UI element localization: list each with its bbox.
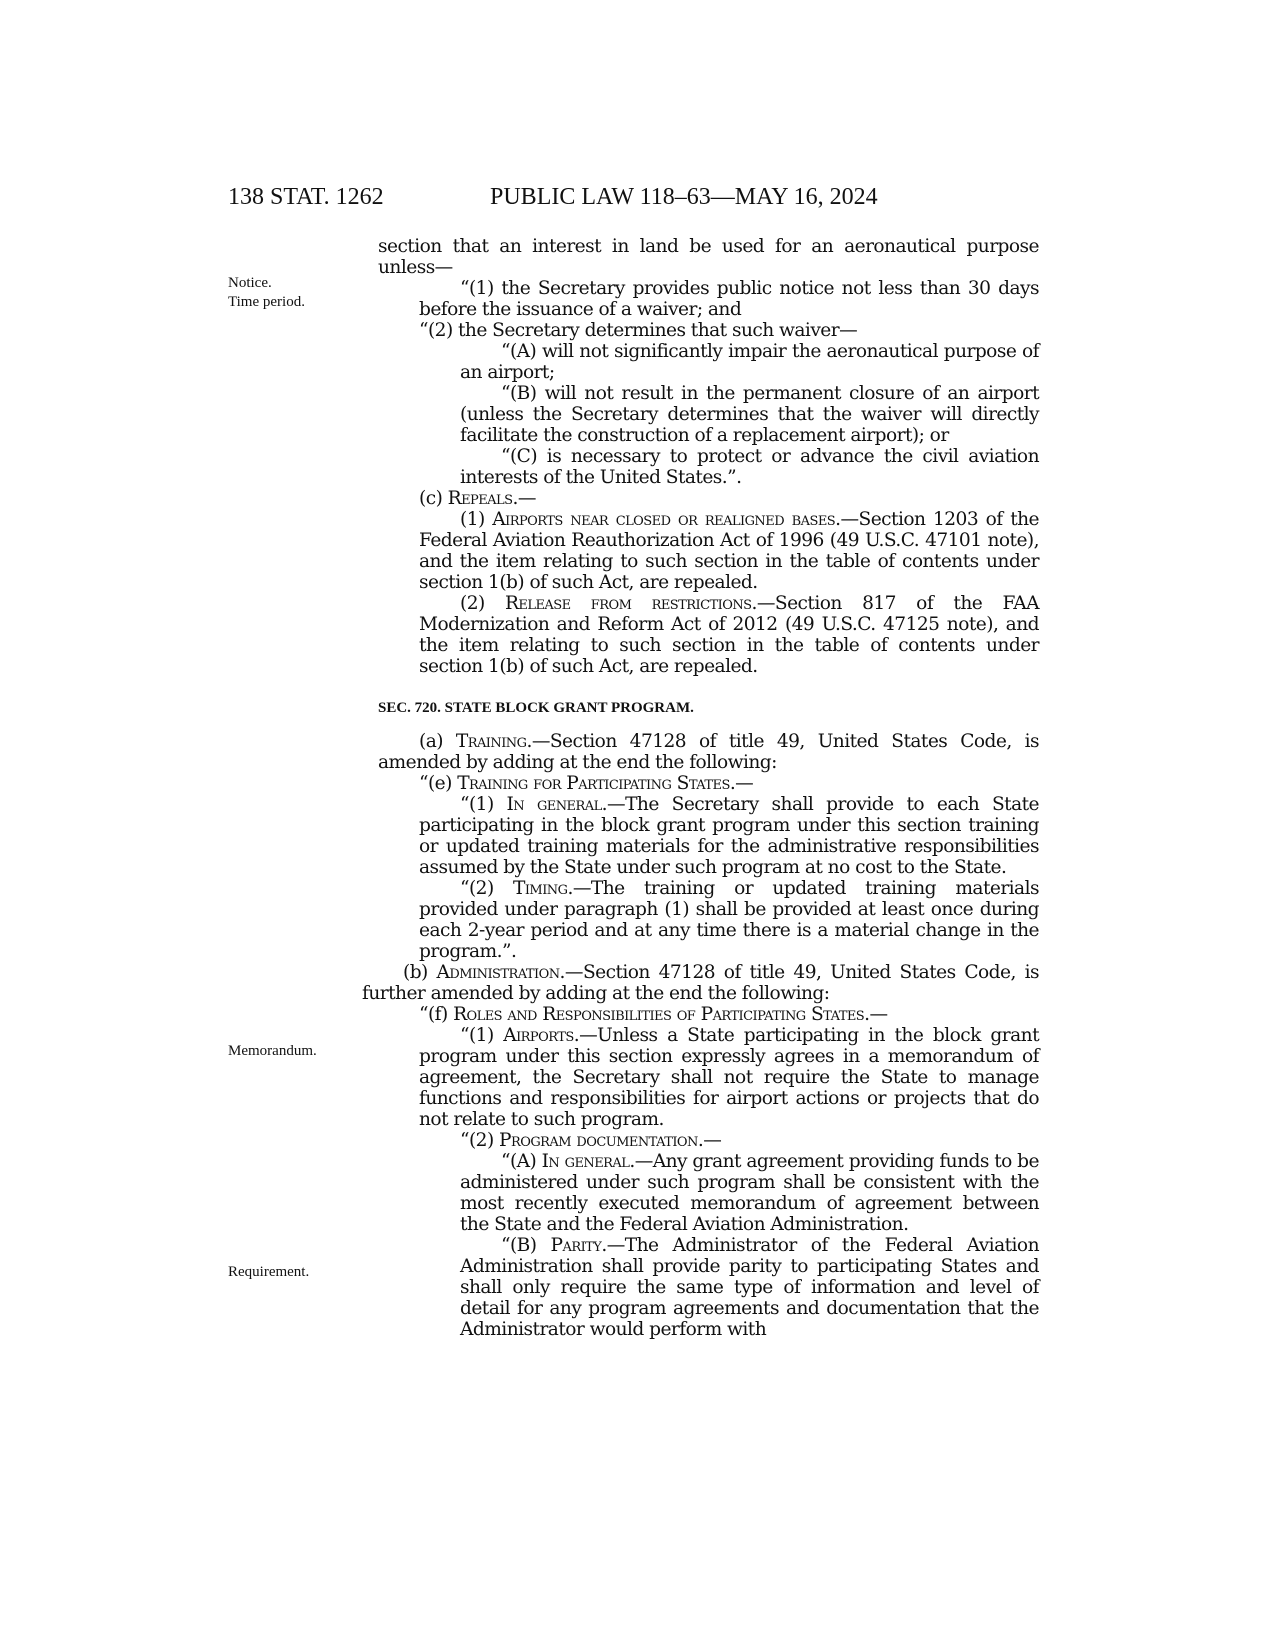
subsection-c-paragraph-2: (2) Release from restrictions.—Section 817 of the FAA Modernization and Reform Act of 2012 (49 U.S.C. 47125 note), and the item relating to such section in the table of contents under section 1(b) of such Act, are repealed. — [419, 593, 1039, 677]
section-720-heading: SEC. 720. STATE BLOCK GRANT PROGRAM. — [378, 700, 694, 716]
subsection-f-subparagraph-b: “(B) Parity.—The Administrator of the Federal Aviation Administration shall provide parity to participating States and shall only require the same type of information and level of detail for any program agreements and documentation that the Administrator would perform with — [460, 1235, 1040, 1340]
side-note-notice-label: Notice. — [228, 275, 272, 291]
side-note-notice — [228, 274, 305, 312]
subsection-f-subparagraph-a: “(A) In general.—Any grant agreement providing funds to be administered under such program shall be consistent with the most recently executed memorandum of agreement between the State and the Federal Aviation Administration. — [460, 1151, 1039, 1235]
subsection-c-heading: (c) Repeals.— — [419, 488, 536, 509]
side-note-memorandum: Memorandum. — [228, 1043, 317, 1059]
law-text-body — [362, 236, 1040, 1340]
subparagraph-c: “(C) is necessary to protect or advance the civil aviation interests of the United States.”. — [460, 446, 1039, 488]
subsection-f-paragraph-1: “(1) Airports.—Unless a State participating in the block grant program under this section expressly agrees in a memorandum of agreement, the Secretary shall not require the State to manage functions and responsibilities for airport actions or projects that do not relate to such program. — [419, 1025, 1039, 1130]
subsection-e-heading: “(e) Training for Participating States.— — [419, 773, 754, 794]
subsection-f-heading: “(f) Roles and Responsibilities of Participating States.— — [419, 1004, 888, 1025]
subsection-e-paragraph-2: “(2) Timing.—The training or updated training materials provided under paragraph (1) shall be provided at least once during each 2-year period and at any time there is a material change in the program.”. — [419, 878, 1039, 962]
paragraph-determines: “(2) the Secretary determines that such waiver— — [419, 320, 858, 341]
subsection-f-paragraph-2-heading: “(2) Program documentation.— — [460, 1130, 722, 1151]
side-note-requirement: Requirement. — [228, 1264, 310, 1280]
page-header — [228, 184, 1044, 214]
paragraph-notice: “(1) the Secretary provides public notice not less than 30 days before the issuance of a waiver; and — [419, 278, 1039, 320]
public-law-title: PUBLIC LAW 118–63—MAY 16, 2024 — [490, 184, 878, 210]
subsection-c-paragraph-1: (1) Airports near closed or realigned bases.—Section 1203 of the Federal Aviation Reauthorization Act of 1996 (49 U.S.C. 47101 note), and the item relating to such section in the table of contents under section 1(b) of such Act, are repealed. — [419, 509, 1039, 593]
statute-page-number: 138 STAT. 1262 — [228, 184, 384, 210]
subsection-a-training: (a) Training.—Section 47128 of title 49, United States Code, is amended by adding at the end the following: — [378, 731, 1039, 773]
subparagraph-a: “(A) will not significantly impair the aeronautical purpose of an airport; — [460, 341, 1039, 383]
subsection-b-administration: (b) Administration.—Section 47128 of title 49, United States Code, is further amended by adding at the end the following: — [362, 962, 1039, 1004]
subparagraph-b: “(B) will not result in the permanent closure of an airport (unless the Secretary determines that the waiver will directly facilitate the construction of a replacement airport); or — [460, 383, 1039, 446]
subsection-e-paragraph-1: “(1) In general.—The Secretary shall provide to each State participating in the block grant program under this section training or updated training materials for the administrative responsibilities assumed by the State under such program at no cost to the State. — [419, 794, 1040, 878]
side-note-time-period-label: Time period. — [228, 294, 305, 310]
paragraph-continuation: section that an interest in land be used for an aeronautical purpose unless— — [378, 236, 1039, 278]
